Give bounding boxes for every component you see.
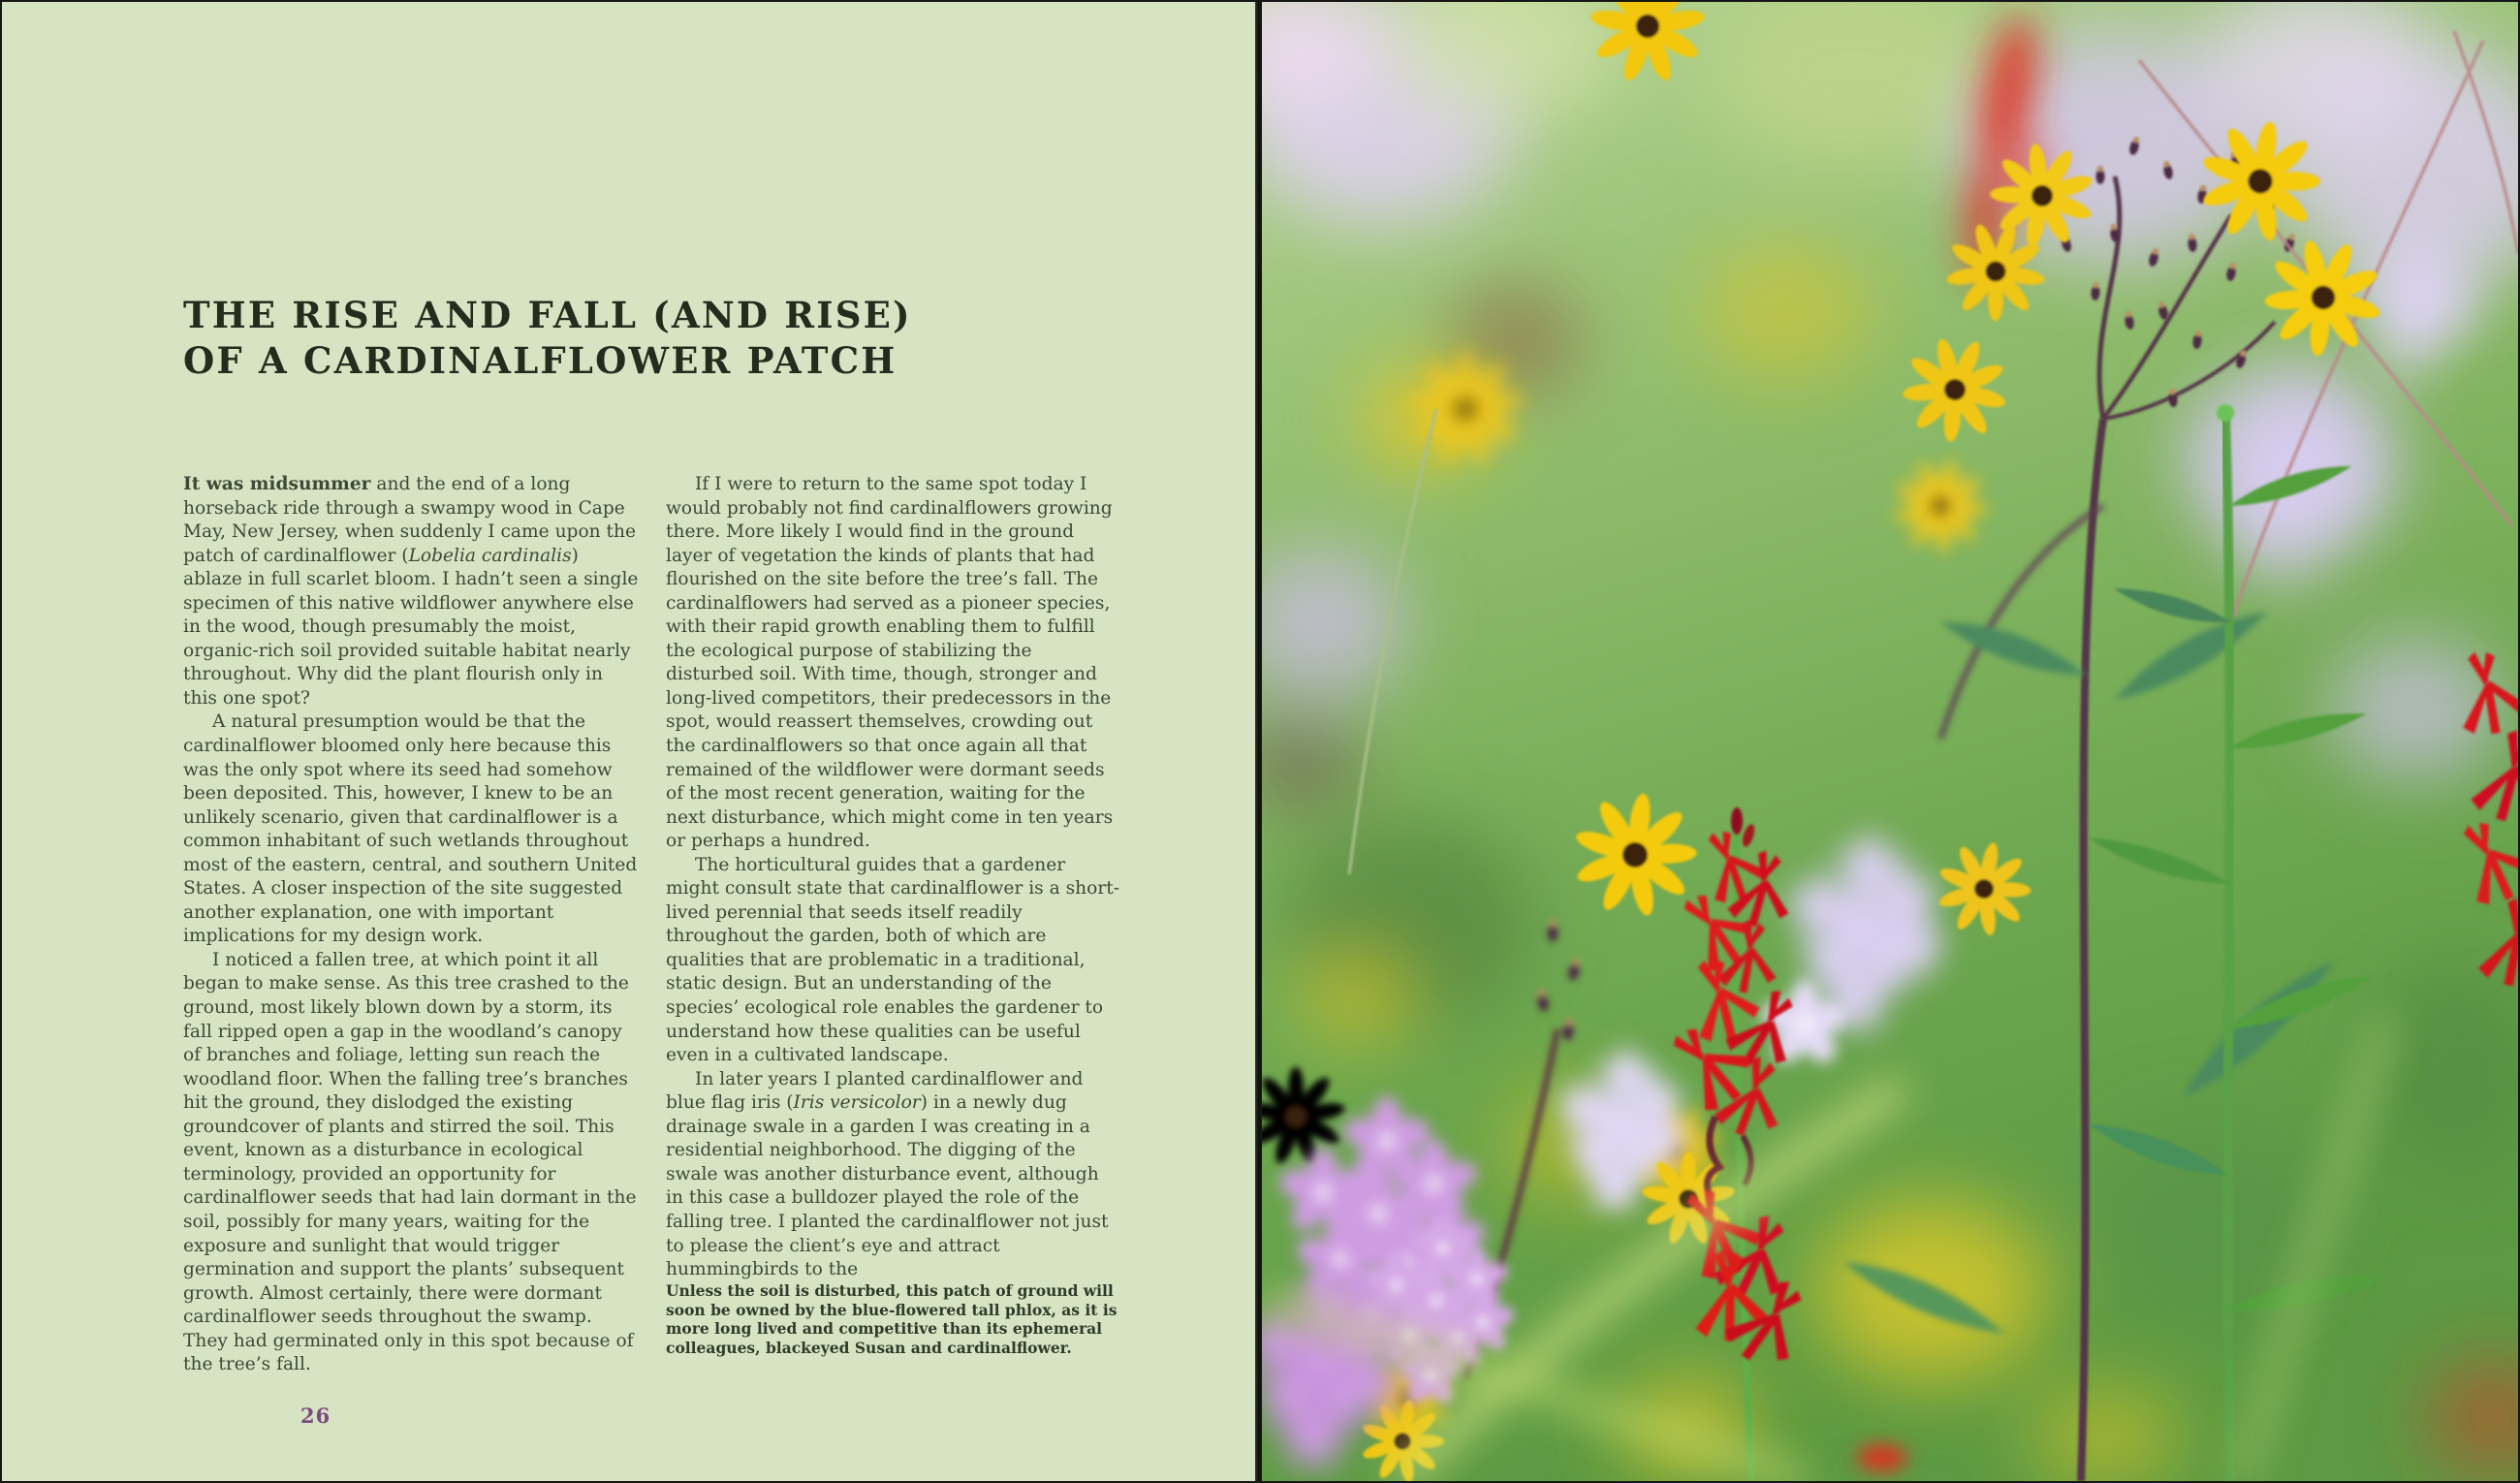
left-page: [2, 2, 1255, 1481]
page-number: 26: [300, 1404, 331, 1428]
text-column-left: [183, 473, 639, 1377]
paragraph: If I were to return to the same spot today I would probably not find cardinalflowers growing there. More likely I would find in the ground layer of vegetation the kinds of plants that had flourished on the site before the tree’s fall. The cardinalflowers had served as a pioneer species, with their rapid growth enabling them to fulfill the ecological purpose of stabilizing the disturbed soil. With time, though, stronger and long-lived competitors, their predecessors in the spot, would reassert themselves, crowding out the cardinalflowers so that once again all that remained of the wildflower were dormant seeds of the most recent generation, waiting for the next disturbance, which might come in ten years or perhaps a hundred.: [666, 474, 1114, 852]
text-column-right: [666, 473, 1121, 1377]
paragraph: A natural presumption would be that the cardinalflower bloomed only here because this was the only spot where its seed had somehow been deposited. This, however, I knew to be an unlikely scenario, given that cardinalflower is a common inhabitant of such wetlands throughout most of the eastern, central, and southern United States. A closer inspection of the site suggested another explanation, one with important implications for my design work.: [183, 711, 638, 947]
chapter-title: THE RISE AND FALL (AND RISE) OF A CARDINALFLOWER PATCH: [183, 294, 912, 382]
paragraph: The horticultural guides that a gardener might consult state that cardinalflower is a short-lived perennial that seeds itself readily throughout the garden, both of which are qualities that are problematic in a traditional, static design. But an understanding of the species’ ecological role enables the gardener to understand how these qualities can be useful even in a cultivated landscape.: [666, 854, 1119, 1066]
photo-page: [1262, 2, 2518, 1481]
paragraph: It was midsummer and the end of a long horseback ride through a swampy wood in Cape May, New Jersey, when suddenly I came upon the patch of cardinalflower (Lobelia cardinalis) ablaze in full scarlet bloom. I hadn’t seen a single specimen of this native wildflower anywhere else in the wood, though presumably the moist, organic-rich soil provided suitable habitat nearly throughout. Why did the plant flourish only in this one spot?: [183, 474, 639, 709]
wildflower-photo: [1262, 2, 2518, 1481]
body-columns: [183, 473, 1121, 1377]
paragraph: In later years I planted cardinalflower and blue flag iris (Iris versicolor) in a newly dug drainage swale in a garden I was creating in a residential neighborhood. The digging of the swale was another disturbance event, although in this case a bulldozer played the role of the falling tree. I planted the cardinalflower not just to please the client’s eye and attract hummingbirds to the: [666, 1068, 1109, 1280]
paragraph: I noticed a fallen tree, at which point it all began to make sense. As this tree crashed to the ground, most likely blown down by a storm, its fall ripped open a gap in the woodland’s canopy of branches and foliage, letting sun reach the woodland floor. When the falling tree’s branches hit the ground, they dislodged the existing groundcover of plants and stirred the soil. This event, known as a disturbance in ecological terminology, provided an opportunity for cardinalflower seeds that had lain dormant in the soil, possibly for many years, waiting for the exposure and sunlight that would trigger germination and support the plants’ subsequent growth. Almost certainly, there were dormant cardinalflower seeds throughout the swamp. They had germinated only in this spot because of the tree’s fall.: [183, 949, 637, 1375]
page-gutter: [1255, 2, 1262, 1481]
photo-caption: Unless the soil is disturbed, this patch of ground will soon be owned by the blue-flowered tall phlox, as it is more long lived and competitive than its ephemeral colleagues, blackeyed Susan and cardinalflower.: [666, 1281, 1118, 1357]
